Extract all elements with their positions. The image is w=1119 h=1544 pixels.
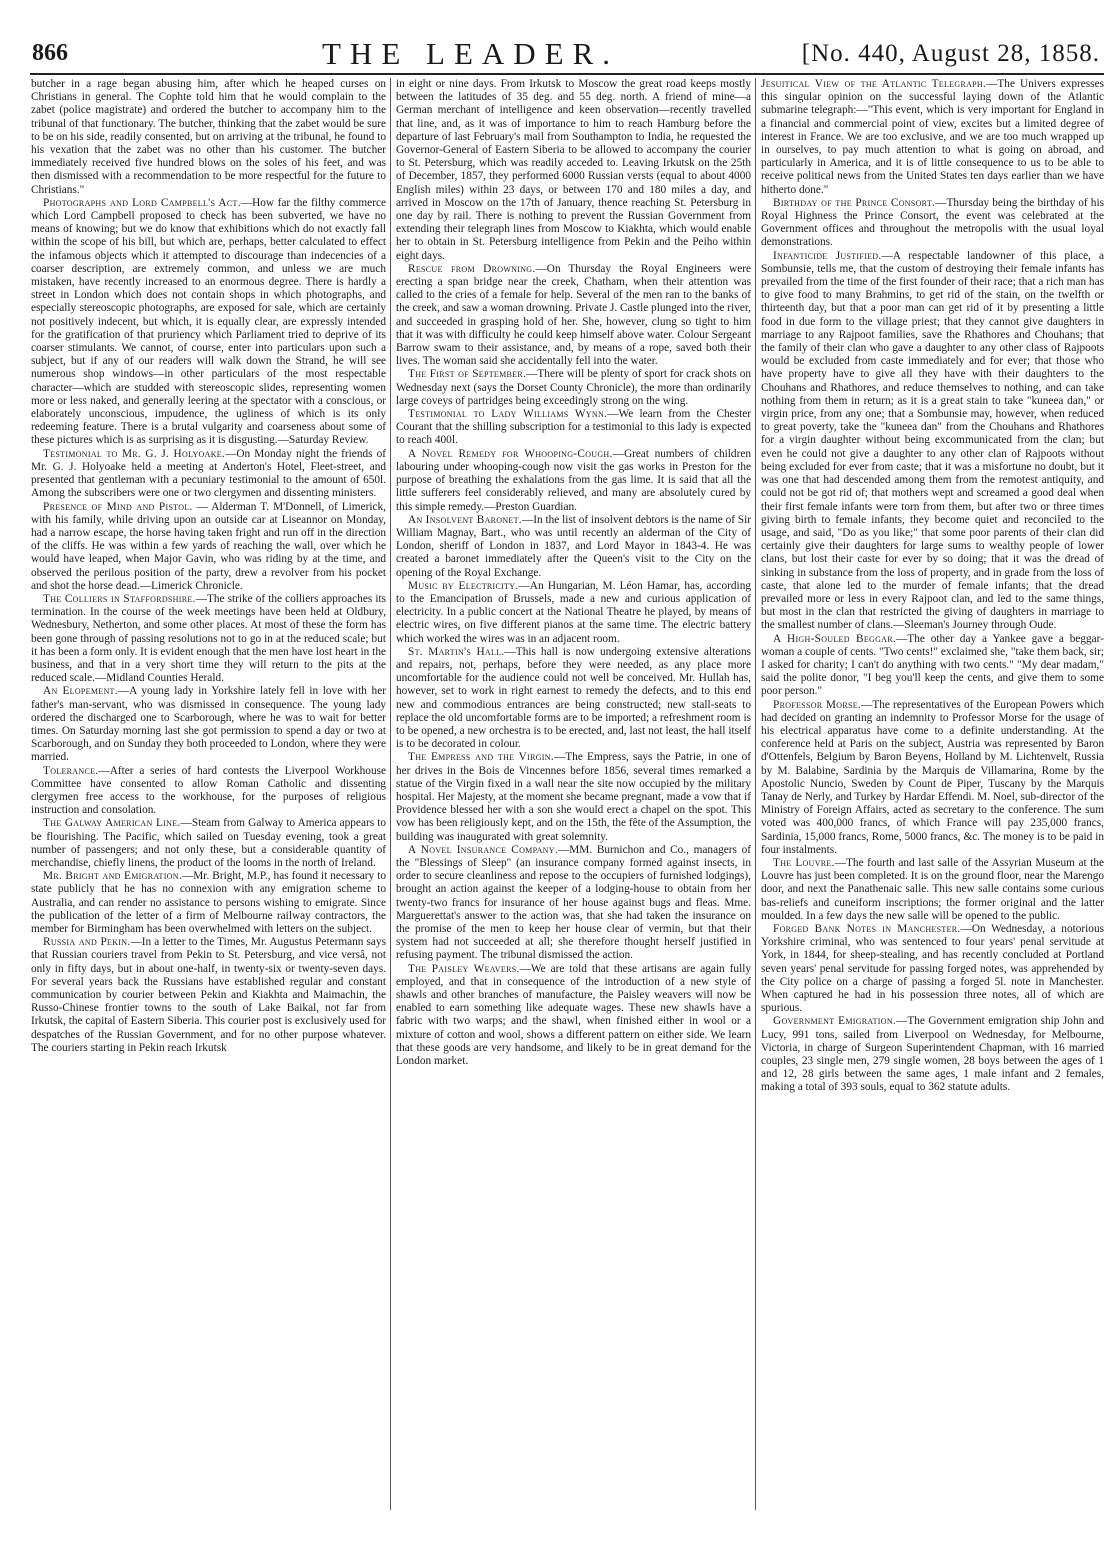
article-heading: The Louvre. — [773, 856, 835, 869]
article-paragraph — [396, 263, 751, 369]
article-heading: Testimonial to Lady Williams Wynn. — [408, 408, 608, 421]
article-paragraph — [31, 448, 386, 501]
article-heading: The Paisley Weavers. — [408, 962, 520, 975]
article-paragraph — [31, 817, 386, 870]
page-number: 866 — [32, 40, 68, 66]
article-text: —A young lady in Yorkshire lately fell in love with her father's man-servant, who was dismissed in consequence. The young lady ordered the discharged one to Scarborough, where he was to wait for better times. On Saturday morning last she got permission to spend a day or two at Scarborough, and on Sunday they both proceeded to London, where they were married. — [31, 685, 386, 764]
article-paragraph — [396, 368, 751, 408]
article-paragraph — [31, 870, 386, 936]
article-heading: An Insolvent Baronet. — [408, 513, 522, 526]
article-heading: An Elopement. — [43, 685, 118, 698]
column-1 — [31, 78, 386, 1518]
article-paragraph — [761, 197, 1104, 250]
article-text: —The Empress, says the Patrie, in one of her drives in the Bois de Vincennes before 1856, several times remarked a statue of the Virgin fixed in a wall near the site now occupied by the military hospital. Her Majesty, at the moment she became pregnant, made a vow that if Providence blessed her with a son she would erect a chapel on the spot. This vow has been religiously kept, and on the 15th, the fête of the Assumption, the building was inaugurated with great solemnity. — [396, 751, 751, 843]
article-text: — Alderman T. M'Donnell, of Limerick, with his family, while driving upon an outside car at Liseannor on Monday, had a narrow escape, the horse having taken fright and run off in the direction of the cliffs. He was within a few yards of reaching the wall, over which he would have leaped, when Major Gavin, who was riding by at the time, and observed the perilous position of the party, drew a revolver from his pocket and shot the horse dead.—Limerick Chronicle. — [31, 500, 386, 592]
article-heading: Government Emigration. — [773, 1015, 897, 1028]
article-text: —Thursday being the birthday of his Royal Highness the Prince Consort, the event was celebrated at the Government offices and throughout the metropolis with the usual loyal demonstrations. — [761, 196, 1104, 249]
article-text: —After a series of hard contests the Liverpool Workhouse Committee have consented to allow Roman Catholic and dissenting clergymen free access to the workhouse, for the purposes of religious instruction and consolation. — [31, 764, 386, 817]
article-paragraph — [761, 857, 1104, 923]
article-paragraph — [31, 936, 386, 1055]
header-rule — [30, 73, 1104, 75]
article-paragraph — [761, 78, 1104, 197]
column-3 — [761, 78, 1104, 1518]
article-paragraph — [31, 765, 386, 818]
article-text: —The Government emigration ship John and Lucy, 991 tons, sailed from Liverpool on Wednesday, for Melbourne, Victoria, in charge of Surgeon Superintendent Chapman, with 16 married couples, 23 single men, 279 single women, 28 boys between the ages of 1 and 12, 28 girls between the same ages, 1 male infant and 2 females, making a total of 393 souls, equal to 362 statute adults. — [761, 1015, 1104, 1094]
column-2 — [396, 78, 751, 1518]
article-text: —The Univers expresses this singular opinion on the successful laying down of the Atlantic submarine telegraph:—"This event, which is very important for England in a financial and commercial point of view, excites but a limited degree of interest in France. We are too exclusive, and we are too much wrapped up in ourselves, to pay much attention to what is going on abroad, and particularly in America, and it is of little consequence to us to be able to receive political news from the United States ten days earlier than we have hitherto done." — [761, 78, 1104, 196]
article-heading: Photographs and Lord Campbell's Act. — [43, 196, 241, 209]
article-paragraph — [31, 197, 386, 448]
article-paragraph — [761, 1015, 1104, 1094]
article-text: —On Wednesday, a notorious Yorkshire criminal, who was sentenced to four years' penal servitude at York, in 1844, for sheep-stealing, and has recently concluded at Portland seven years' penal servitude for passing forged notes, was apprehended by the City police on a charge of passing a forged 5l. note in Manchester. When captured he had in his possession three notes, all of which are spurious. — [761, 923, 1104, 1015]
article-paragraph — [396, 78, 751, 263]
article-text: butcher in a rage began abusing him, after which he heaped curses on Christians in general. The Cophte told him that he would complain to the zabet (police magistrate) and ordered the butcher to accompany him to the tribunal of that functionary. The butcher, thinking that the zabet would be sure to be on his side, readily consented, but on arriving at the tribunal, he found to his vexation that the zabet was no other than his customer. The butcher immediately received five hundred blows on the soles of his feet, and was then dismissed with a recommendation to be more respectful for the future to Christians." — [31, 78, 386, 196]
article-text: —In the list of insolvent debtors is the name of Sir William Magnay, Bart., who was until recently an alderman of the City of London, sheriff of London in 1837, and Lord Mayor in 1843-4. He was created a baronet immediately after the Queen's visit to the City on the opening of the Royal Exchange. — [396, 513, 751, 579]
article-paragraph — [31, 501, 386, 593]
issue-date: [No. 440, August 28, 1858. — [801, 40, 1100, 67]
article-paragraph — [396, 844, 751, 963]
article-text: —Great numbers of children labouring under whooping-cough now visit the gas works in Preston for the purpose of breathing the exhalations from the gas lime. It is said that all the little sufferers feel considerably relieved, and many are absolutely cured by this simple remedy.—Preston Guardian. — [396, 447, 751, 513]
article-heading: Birthday of the Prince Consort. — [773, 196, 936, 209]
article-text: —The representatives of the European Powers which had decided on granting an indemnity to Professor Morse for the usage of his electrical apparatus have come to a definite understanding. At the conference held at Paris on the subject, Austria was represented by Baron d'Ottenfels, Belgium by Baron Beyens, Holland by M. Lichtenvelt, Russia by M. Balabine, Sardinia by the Marquis de Villamarina, Rome by the Apostolic Nuncio, Sweden by Count de Piper, Tuscany by the Marquis Tanay de Nerly, and Turkey by Hardar Effendi. M. Noel, sub-director of the Ministry of Foreign Affairs, acted as secretary to the conference. The sum voted was 400,000 francs, of which France will pay 235,000 francs, Sardinia, 15,000 francs, Rome, 5000 francs, &c. The money is to be paid in four instalments. — [761, 698, 1104, 856]
article-heading: Testimonial to Mr. G. J. Holyoake. — [43, 447, 226, 460]
article-heading: The Galway American Line. — [43, 817, 181, 830]
article-heading: St. Martin's Hall. — [408, 645, 505, 658]
article-text: —Steam from Galway to America appears to be flourishing. The Pacific, which sailed on Tuesday evening, took a great number of passengers; and not only these, but a considerable quantity of merchandise, chiefly linens, the product of the looms in the north of Ireland. — [31, 817, 386, 869]
page-header — [30, 34, 1104, 74]
article-text: —This hall is now undergoing extensive alterations and repairs, not, perhaps, before they were needed, as any place more uncomfortable for the audience could not well be conceived. Mr. Hullah has, however, set to work in right earnest to remedy the defects, and to this end new and commodious entrances are being constructed; new stall-seats to replace the old uncomfortable forms are to be imported; a refreshment room is to be opened, a new orchestra is to be erected, and, last not least, the hall itself is to be decorated in colour. — [396, 645, 751, 751]
article-heading: Music by Electricity. — [408, 579, 519, 592]
article-heading: Infanticide Justified. — [773, 249, 882, 262]
article-paragraph — [31, 685, 386, 764]
article-heading: A High-Souled Beggar. — [773, 632, 896, 645]
article-heading: Tolerance. — [43, 764, 99, 777]
article-paragraph — [761, 633, 1104, 699]
article-text: —Mr. Bright, M.P., has found it necessary to state publicly that he has no connexion with any emigration scheme to Australia, and can render no assistance to persons wishing to emigrate. Since the publication of the letter of a firm of Melbourne railway contractors, the member for Birmingham has been overwhelmed with letters on the subject. — [31, 870, 386, 935]
article-text: —There will be plenty of sport for crack shots on Wednesday next (says the Dorset County Chronicle), the more than ordinarily large coveys of partridges being exceedingly strong on the wing. — [396, 368, 751, 407]
article-text: in eight or nine days. From Irkutsk to Moscow the great road keeps mostly between the latitudes of 35 deg. and 55 deg. north. A friend of mine—a German merchant of intelligence and keen observation—recently travelled that line, and, as it was of importance to him to reach Hamburg before the departure of last February's mail from Southampton to India, he requested the Governor-General of Eastern Siberia to be allowed to accompany the courier to St. Petersburg, which was readily acceded to. Leaving Irkutsk on the 25th of December, 1857, they performed 6000 Russian versts (equal to about 4000 English miles) within 23 days, or between 170 and 180 miles a day, and arrived in Moscow on the 17th of January, thence reaching St. Petersburg in one day by rail. There is nothing to prevent the Russian Government from extending their telegraph lines from Moscow to Kiakhta, which would enable her to obtain in St. Petersburg intelligence from Pekin and the Peiho within eight days. — [396, 78, 751, 262]
article-heading: Russia and Pekin. — [43, 936, 131, 949]
article-paragraph — [396, 448, 751, 514]
article-heading: Jesuitical View of the Atlantic Telegraph. — [761, 78, 987, 90]
article-text: —A respectable landowner of this place, a Sombunsie, tells me, that the custom of destroying their female infants has prevailed from the time of the first founder of their race; that a rich man has to give food to many Brahmins, to get rid of the stain, on the twelfth or thirteenth day, but that a poor man can get rid of it by presenting a little food in due form to the village priest; that they cannot give daughters in marriage to any Rajpoot families, save the Rhathores and Chouhans; that the family of their clan who gave a daughter to any other class of Rajpoots would be excluded from caste immediately and for ever; that those who have property have to give all they have with their daughters to the Chouhans and Rhathores, and reduce themselves to nothing, and can take nothing from them in return; as it is a great stain to take "kuneea dan," or virgin price, from any one; that a Sombunsie may, however, when reduced to great poverty, take the "kuneea dan" from the Chouhans and Rhathores for a virgin daughter without being excommunicated from the clan; but even he could not give a daughter to any other clan of Rajpoots without being excluded for ever from caste; that it was a misfortune no doubt, but it was one that had descended among them from the remotest antiquity, and could not be got rid of; that mothers wept and screamed a good deal when their first female infants were torn from them, but after two or three times giving birth to female infants, they become quiet and reconciled to the usage, and said, "Do as you like;" that some poor parents of their clan did certainly give their daughters for large sums to wealthy people of lower clans, but lost their caste for ever by so doing; that it was the dread of sinking in substance from the loss of property, and in grade from the loss of caste, that alone led to the murder of female infants; that the dread prevailed more or less in every Rajpoot clan, and led to the same things, but most in the clan that restricted the giving of daughters in marriage to the smallest number of clans.—Sleeman's Journey through Oude. — [761, 249, 1104, 632]
article-heading: Presence of Mind and Pistol. — [43, 500, 193, 513]
article-paragraph — [396, 580, 751, 646]
article-heading: Professor Morse. — [773, 698, 862, 711]
article-paragraph — [761, 923, 1104, 1015]
article-text: —On Thursday the Royal Engineers were erecting a span bridge near the creek, Chatham, when their attention was called to the cries of a female for help. Several of the men ran to the banks of the creek, and saw a woman drowning. Private J. Castle plunged into the river, and succeeded in grasping hold of her. She, however, clung so tight to him that it was with difficulty he could keep himself above water. Colour Sergeant Barrow swam to their assistance, and, by means of a rope, saved both their lives. The woman said she accidentally fell into the water. — [396, 262, 751, 368]
article-text: —We learn from the Chester Courant that the shilling subscription for a testimonial to this lady is expected to reach 400l. — [396, 408, 751, 447]
article-paragraph — [396, 514, 751, 580]
article-heading: A Novel Insurance Company. — [408, 843, 558, 856]
article-text: —The fourth and last salle of the Assyrian Museum at the Louvre has just been completed. It is on the ground floor, near the Marengo door, and next the Panathenaic salle. This new salle contains some curious bas-reliefs and cuneiform inscriptions; the former original and the latter moulded. In a few days the new salle will be opened to the public. — [761, 856, 1104, 922]
article-paragraph — [761, 699, 1104, 857]
article-text: —MM. Burnichon and Co., managers of the "Blessings of Sleep" (an insurance company formed against insects, in order to secure cleanliness and repose to the occupiers of furnished lodgings), brought an action against the keeper of a lodging-house to obtain from her twenty-two francs for insurance of her house against bugs and fleas. Mme. Marguerettat's answer to the action was, that she had taken the insurance on the promise of the men to keep her house clear of vermin, but that their system had not succeeded at all; she therefore thought herself justified in refusing payment. The tribunal dismissed the action. — [396, 843, 751, 962]
column-divider — [390, 78, 391, 1510]
article-text: —In a letter to the Times, Mr. Augustus Petermann says that Russian couriers travel from Pekin to St. Petersburg, and vice versâ, not only in fifty days, but in about one-half, in twenty-six or twenty-seven days. For several years back the Russians have established regular and constant communication by courier between Pekin and Kiakhta and Maimachin, the Russo-Chinese frontier towns to the south of Lake Baikal, not far from Irkutsk, the capital of Eastern Siberia. This courier post is exclusively used for despatches of the Russian Government, and for no other purpose whatever. The couriers starting in Pekin reach Irkutsk — [31, 936, 386, 1054]
article-paragraph — [396, 751, 751, 843]
article-text: —How far the filthy commerce which Lord Campbell proposed to check has been subverted, we have no means of knowing; but we do know that exhibitions which do not exactly fall within the scope of his bill, but which are, perhaps, better calculated to effect the infamous objects which it attempted to discourage than indecencies of a coarser description, are extremely common, and unless we are much mistaken, have recently increased to an enormous degree. There is hardly a street in London which does not contain shops in which photographs, and especially stereoscopic photographs, are exposed for sale, which are certainly not positively indecent, but which, it is equally clear, are expressly intended for the gratification of that pruriency which Parliament tried to deprive of its coarser stimulants. We cannot, of course, enter into particulars upon such a subject, but if any of our readers will walk down the Strand, he will see numerous shop windows—in other particulars of the most respectable character—which are studded with stereoscopic slides, representing women more or less naked, and generally leering at the spectator with a conscious, or elaborately unconscious, impudence, the ugliness of which is its only redeeming feature. There is a brutal vulgarity and coarseness about some of these pictures which is as surprising as it is disgusting.—Saturday Review. — [31, 196, 386, 447]
column-divider — [755, 78, 756, 1510]
article-heading: The Colliers in Staffordshire. — [43, 592, 196, 605]
article-text: —The strike of the colliers approaches its termination. In the course of the week meetings have been held at Oldbury, Wednesbury, Netherton, and some other places. At most of these the form has been gone through of passing resolutions not to go in at the reduced scale; but it has been a form only. It is evident enough that the men have lost heart in the business, and that in a very short time they will return to the pits at the reduced scale.—Midland Counties Herald. — [31, 592, 386, 685]
article-heading: Mr. Bright and Emigration. — [43, 870, 182, 883]
article-text: —We are told that these artisans are again fully employed, and that in consequence of the introduction of a new style of shawls and other branches of manufacture, the Paisley weavers will now be enabled to earn something like adequate wages. These new shawls have a fabric with two warps; and the shawl, when finished either in wool or a mixture of cotton and wool, shows a different pattern on either side. We learn that these goods are very handsome, and likely to be in great demand for the London market. — [396, 962, 751, 1068]
article-paragraph — [396, 963, 751, 1069]
article-heading: Forged Bank Notes in Manchester. — [773, 923, 961, 935]
article-paragraph — [396, 408, 751, 448]
article-heading: The First of September. — [408, 368, 527, 381]
masthead-title: THE LEADER. — [322, 36, 620, 71]
article-text: —An Hungarian, M. Léon Hamar, has, according to the Emancipation of Brussels, made a new and curious application of electricity. In a public concert at the National Theatre he played, by means of electric wires, on five different pianos at the same time. The electric battery which worked the wires was in an adjacent room. — [396, 579, 751, 645]
article-heading: A Novel Remedy for Whooping-Cough. — [408, 447, 613, 460]
article-text: —The other day a Yankee gave a beggar-woman a couple of cents. "Two cents!" exclaimed she, "take them back, sir; I asked for charity; I can't do anything with two cents." "My dear madam," said the polite donor, "I beg you'll keep the cents, and give them to some poor person." — [761, 632, 1104, 698]
article-text: —On Monday night the friends of Mr. G. J. Holyoake held a meeting at Anderton's Hotel, Fleet-street, and presented that gentleman with a pecuniary testimonial to the amount of 650l. Among the subscribers were one or two clergymen and dissenting ministers. — [31, 447, 386, 500]
article-paragraph — [31, 593, 386, 685]
article-paragraph — [31, 78, 386, 197]
article-heading: The Empress and the Virgin. — [408, 751, 554, 764]
article-paragraph — [396, 646, 751, 752]
article-heading: Rescue from Drowning. — [408, 262, 536, 275]
article-paragraph — [761, 250, 1104, 633]
